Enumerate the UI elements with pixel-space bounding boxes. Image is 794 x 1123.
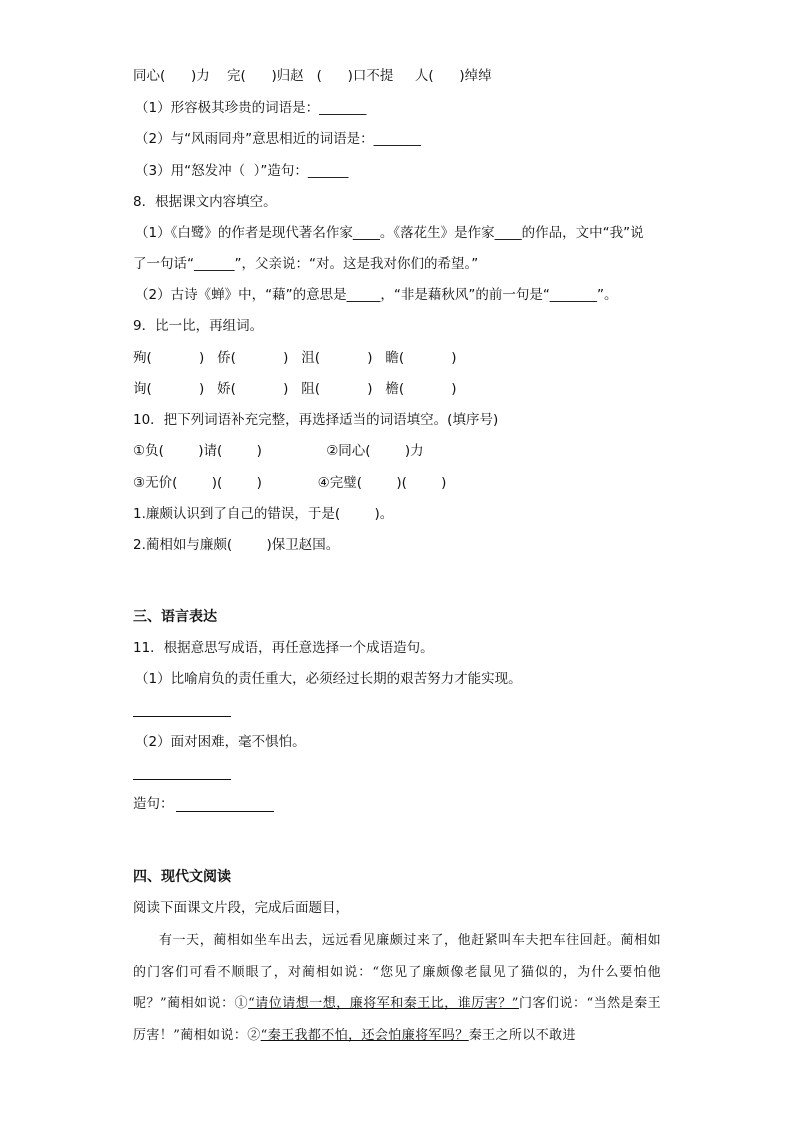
- q10-sentence1: 1.廉颇认识到了自己的错误，于是( )。: [133, 506, 394, 522]
- q9-row2: 询( ) 娇( ) 阻( ) 檐( ): [133, 381, 457, 397]
- passage-paragraph: [133, 925, 661, 1051]
- q9-title: 9．比一比，再组词。: [133, 318, 264, 334]
- q7-sub2: （2）与“风雨同舟”意思相近的词语是：_______: [135, 131, 421, 147]
- passage-text-2: 门客们说：“当然是秦王厉害！”蔺相如说：②: [133, 996, 662, 1043]
- passage-text-3: 秦王之所以不敢进: [468, 1027, 576, 1043]
- q8-title: 8．根据课文内容填空。: [133, 194, 277, 210]
- section3-heading: 三、语言表达: [133, 609, 217, 625]
- q11-sub1: （1）比喻肩负的责任重大，必须经过长期的艰苦努力才能实现。: [135, 671, 522, 687]
- q11-sub2: （2）面对困难，毫不惧怕。: [135, 734, 306, 750]
- make-sentence-line[interactable]: [176, 811, 274, 812]
- q9-row1: 殉( ) 侨( ) 沮( ) 瞻( ): [133, 350, 457, 366]
- q11-title: 11．根据意思写成语，再任意选择一个成语造句。: [133, 640, 434, 656]
- make-sentence-label: 造句：: [133, 796, 174, 812]
- answer-line-2[interactable]: [133, 779, 231, 780]
- q8-line1: （1）《白鹭》的作者是现代著名作家____。《落花生》是作家____的作品，文中“我”说: [135, 225, 644, 241]
- q7-sub3: （3）用“怒发冲（ ）”造句：______: [135, 163, 349, 179]
- q10-title: 10．把下列词语补充完整，再选择适当的词语填空。(填序号): [133, 412, 499, 428]
- reading-passage: [133, 925, 661, 1051]
- answer-line-1[interactable]: [133, 716, 231, 717]
- q7-words-line: 同心( )力 完( )归赵 ( )口不提 人( )绰绰: [133, 68, 492, 84]
- q10-sentence2: 2.蔺相如与廉颇( )保卫赵国。: [133, 537, 340, 553]
- q8-line3: （2）古诗《蝉》中，“藉”的意思是_____，“非是藉秋风”的前一句是“_______”。: [135, 287, 618, 303]
- passage-underline-1: “请位请想一想，廉将军和秦王比，谁厉害？”: [248, 996, 519, 1011]
- passage-text-1: 有一天，蔺相如坐车出去，远远看见廉颇过来了，他赶紧叫车夫把车往回赶。蔺相如的门客们可看不顺眼了，对蔺相如说：“您见了廉颇像老鼠见了猫似的，为什么要怕他呢？”蔺相如说：①: [133, 933, 661, 1011]
- q8-line2: 了一句话“______”，父亲说：“对。这是我对你们的希望。”: [133, 256, 479, 272]
- reading-instruction: 阅读下面课文片段，完成后面题目，: [133, 900, 349, 916]
- passage-underline-2: “秦王我都不怕，还会怕廉将军吗？: [260, 1027, 469, 1043]
- q10-options-row1: ①负( )请( ) ②同心( )力: [133, 443, 424, 459]
- q10-options-row2: ③无价( )( ) ④完璧( )( ): [133, 475, 447, 491]
- q7-sub1: （1）形容极其珍贵的词语是：_______: [135, 100, 367, 116]
- section4-heading: 四、现代文阅读: [133, 869, 231, 885]
